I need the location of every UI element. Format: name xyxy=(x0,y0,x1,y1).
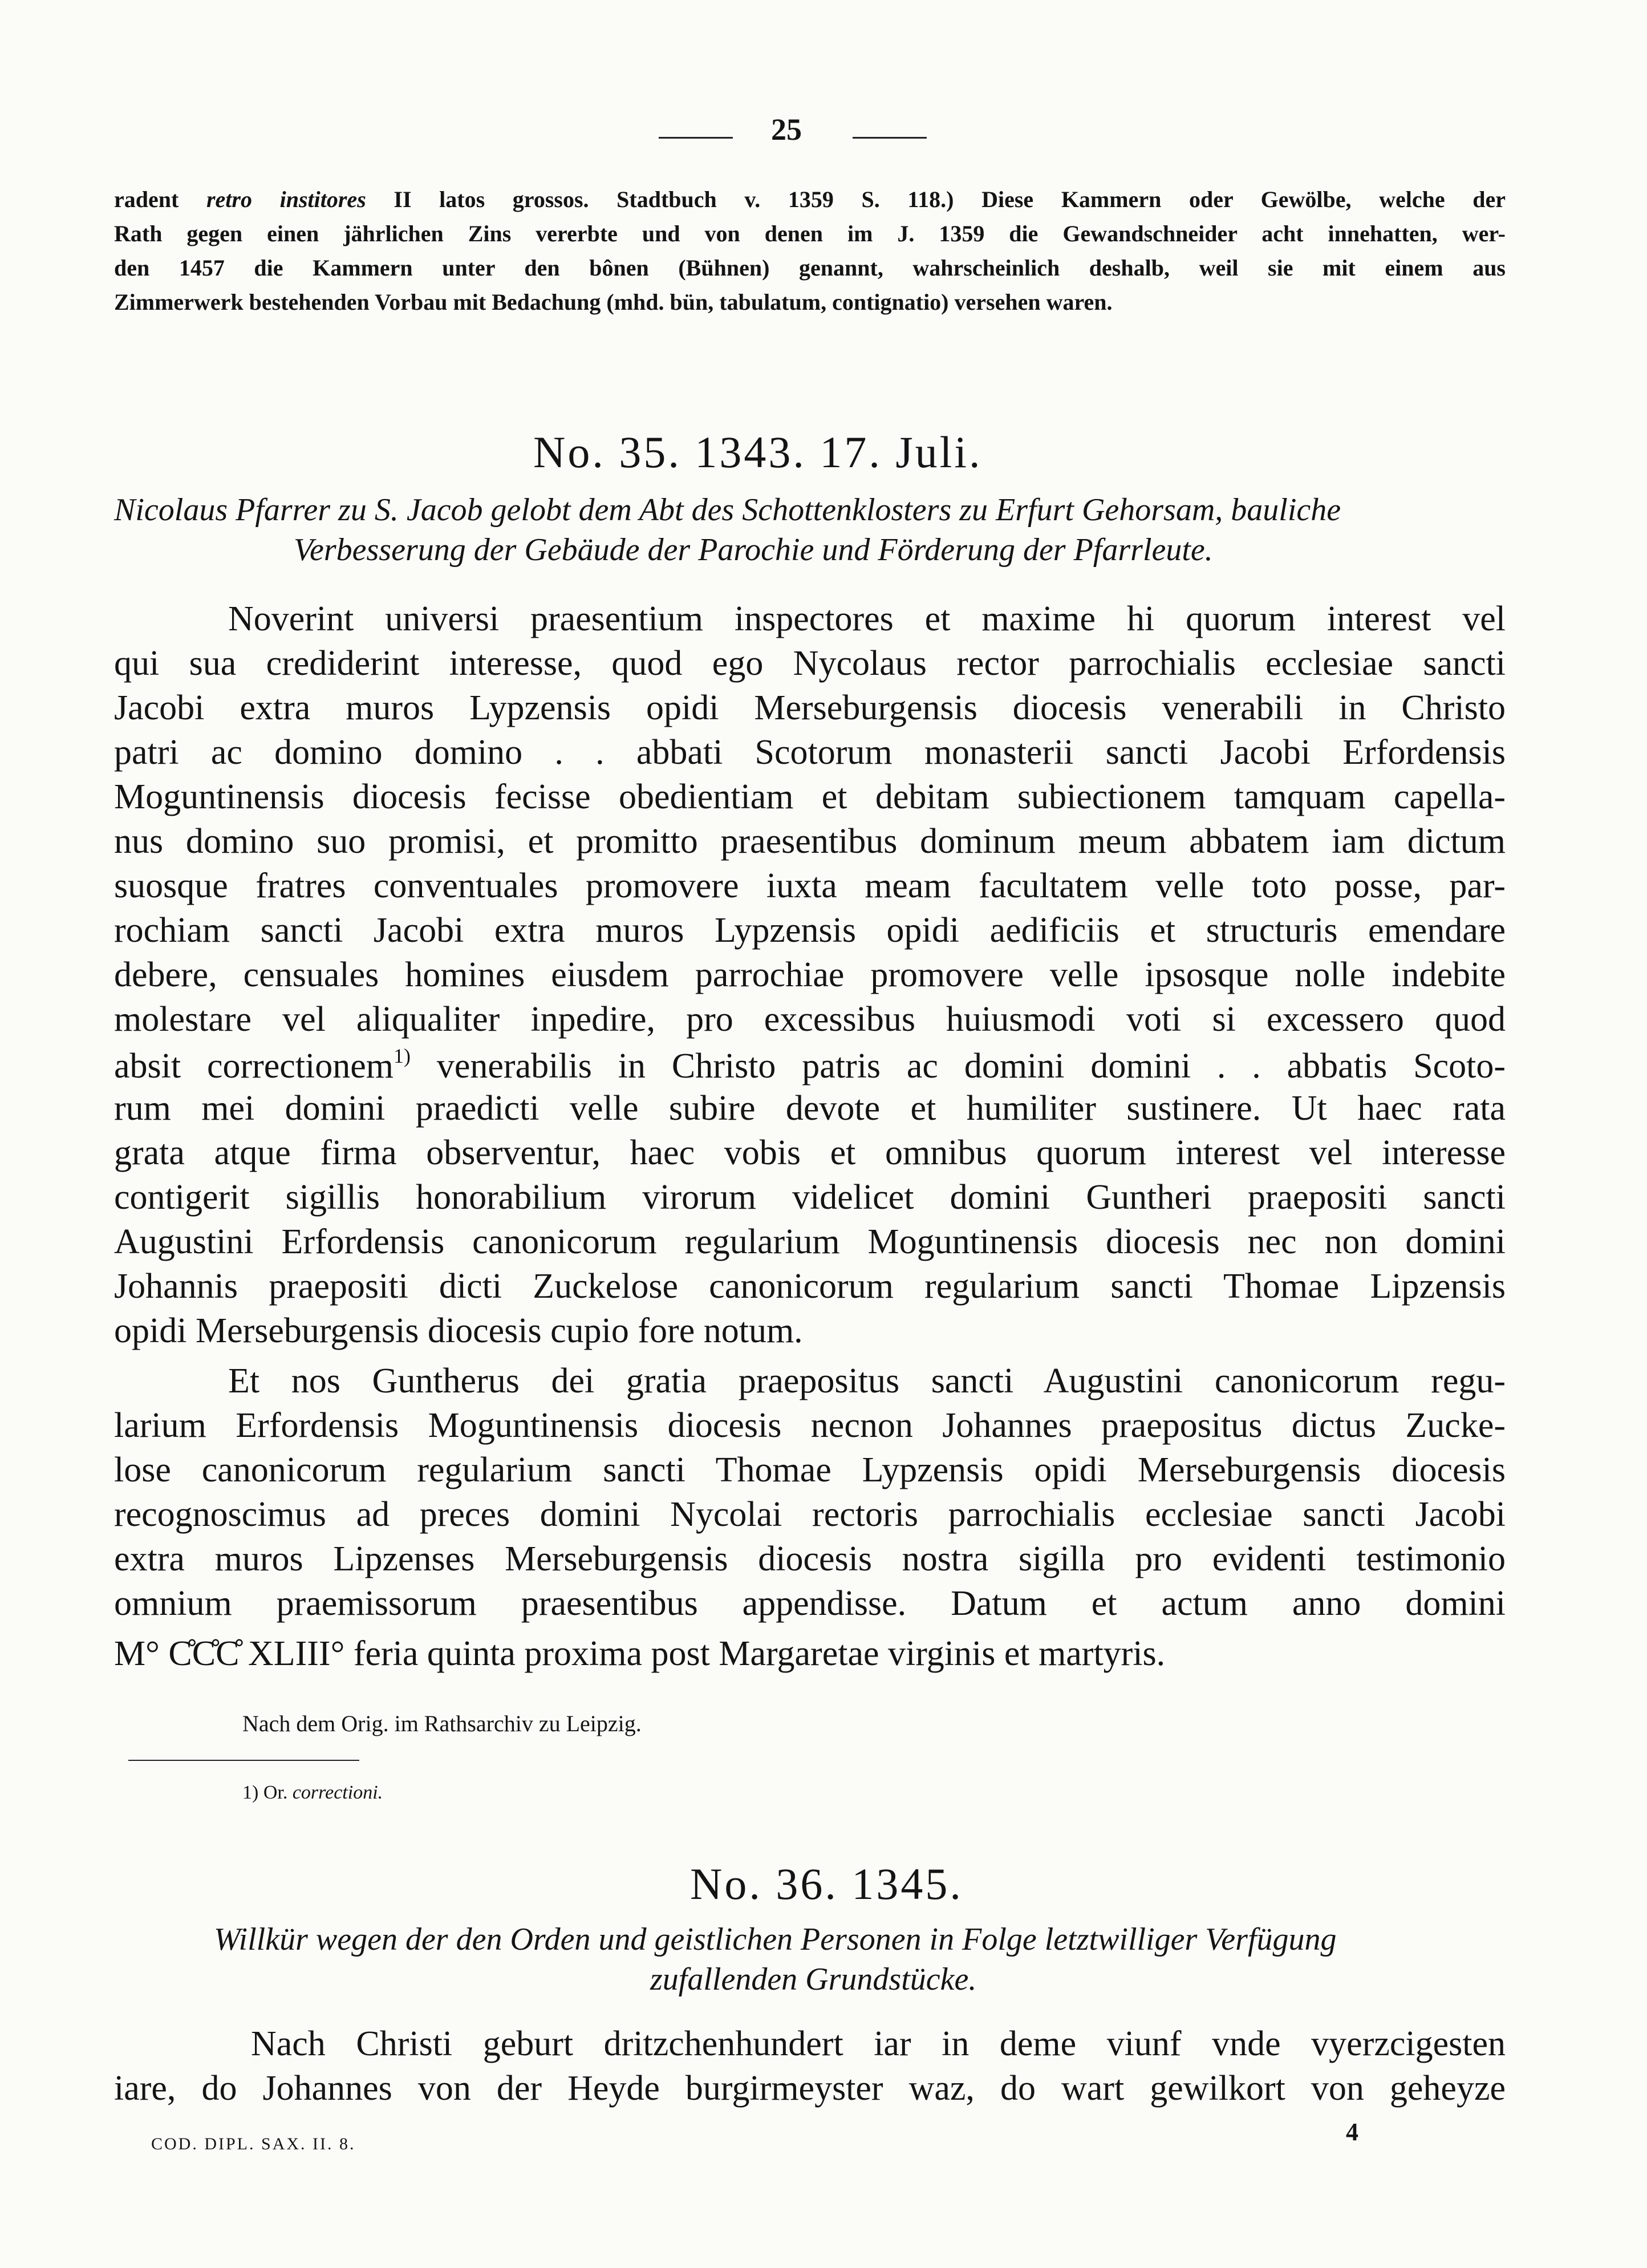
doc35-text-line-14: contigerit sigillis honorabilium virorum videlicet domini Guntheri praepositi sancti xyxy=(114,1178,1506,1217)
doc35-text-line-3: Jacobi extra muros Lypzensis opidi Merseburgensis diocesis venerabili in Christo xyxy=(114,688,1506,727)
doc35-text-line-11: absit correctionem$^{1)}$ venerabilis in Christo patris ac domini domini . . abbatis Scoto- xyxy=(114,1044,1506,1086)
doc35-text-line-8: rochiam sancti Jacobi extra muros Lypzensis opidi aedificiis et structuris emendare xyxy=(114,911,1506,950)
doc35-text-line-15: Augustini Erfordensis canonicorum regularium Moguntinensis diocesis nec non domini xyxy=(114,1222,1506,1261)
footnote-separator xyxy=(128,1760,359,1761)
doc35-p2-line-5: extra muros Lipzenses Merseburgensis diocesis nostra sigilla pro evidenti testimonio xyxy=(114,1540,1506,1578)
doc35-text-line-10: molestare vel aliqualiter inpedire, pro excessibus huiusmodi voti si excessero quod xyxy=(114,1000,1506,1039)
page-number-rule-right xyxy=(853,137,927,139)
doc35-text-line-12: rum mei domini praedicti velle subire devote et humiliter sustinere. Ut haec rata xyxy=(114,1089,1506,1128)
doc35-text-line-9: debere, censuales homines eiusdem parrochiae promovere velle ipsosque nolle indebite xyxy=(114,955,1506,994)
doc35-text-line-5: Moguntinensis diocesis fecisse obedientiam et debitam subiectionem tamquam capella- xyxy=(114,777,1506,816)
sheet-number: 4 xyxy=(1346,2118,1358,2146)
doc35-summary-line-2: Verbesserung der Gebäude der Parochie und Förderung der Pfarrleute. xyxy=(294,532,1213,568)
doc36-summary-line-2: zufallenden Grundstücke. xyxy=(650,1962,977,1997)
doc35-text-line-16: Johannis praepositi dicti Zuckelose canonicorum regularium sancti Thomae Lipzensis xyxy=(114,1267,1506,1306)
source-note: Nach dem Orig. im Rathsarchiv zu Leipzig. xyxy=(242,1711,642,1736)
doc35-text-line-6: nus domino suo promisi, et promitto praesentibus dominum meum abbatem iam dictum xyxy=(114,822,1506,861)
doc36-summary-line-1: Willkür wegen der den Orden und geistlichen Personen in Folge letztwilliger Verfügung xyxy=(214,1922,1337,1957)
doc35-summary-line-1: Nicolaus Pfarrer zu S. Jacob gelobt dem Abt des Schottenklosters zu Erfurt Gehorsam, bauliche xyxy=(114,492,1341,528)
footnote-reference: 1) xyxy=(394,1044,411,1067)
doc36-text-line-2: iare, do Johannes von der Heyde burgirmeyster waz, do wart gewilkort von geheyze xyxy=(114,2069,1506,2108)
page-number: 25 xyxy=(771,112,802,147)
doc35-date-line: M° C̊C̊C̊ XLIII° feria quinta proxima post Margaretae virginis et martyris. xyxy=(114,1634,1166,1673)
doc35-text-line-7: suosque fratres conventuales promovere iuxta meam facultatem velle toto posse, par- xyxy=(114,866,1506,905)
top-note-line-3: den 1457 die Kammern unter den bônen (Bühnen) genannt, wahrscheinlich deshalb, weil sie mit einem aus xyxy=(114,255,1506,281)
doc35-text-line-2: qui sua crediderint interesse, quod ego Nycolaus rector parrochialis ecclesiae sancti xyxy=(114,644,1506,683)
doc35-p2-line-1: Et nos Guntherus dei gratia praepositus sancti Augustini canonicorum regu- xyxy=(228,1362,1506,1400)
page-number-rule-left xyxy=(659,137,733,139)
doc35-text-line-17: opidi Merseburgensis diocesis cupio fore notum. xyxy=(114,1311,803,1350)
top-note-line-4: Zimmerwerk bestehenden Vorbau mit Bedachung (mhd. bün, tabulatum, contignatio) versehen waren. xyxy=(114,289,1113,315)
doc35-p2-line-4: recognoscimus ad preces domini Nycolai rectoris parrochialis ecclesiae sancti Jacobi xyxy=(114,1495,1506,1534)
top-note-line-2: Rath gegen einen jährlichen Zins vererbte und von denen im J. 1359 die Gewandschneider acht innehatten, wer- xyxy=(114,221,1506,246)
doc35-p2-line-2: larium Erfordensis Moguntinensis diocesis necnon Johannes praepositus dictus Zucke- xyxy=(114,1406,1506,1445)
doc36-text-line-1: Nach Christi geburt dritzchenhundert iar in deme viunf vnde vyerzcigesten xyxy=(251,2024,1506,2063)
top-note-line-1: radent retro institores II latos grossos. Stadtbuch v. 1359 S. 118.) Diese Kammern oder Gewölbe, welche der xyxy=(114,187,1506,212)
signature-mark: COD. DIPL. SAX. II. 8. xyxy=(151,2135,356,2153)
doc35-p2-line-6: omnium praemissorum praesentibus appendisse. Datum et actum anno domini xyxy=(114,1584,1506,1623)
doc35-heading: No. 35. 1343. 17. Juli. xyxy=(533,427,983,477)
doc35-p2-line-3: lose canonicorum regularium sancti Thomae Lypzensis opidi Merseburgensis diocesis xyxy=(114,1451,1506,1489)
doc35-text-line-4: patri ac domino domino . . abbati Scotorum monasterii sancti Jacobi Erfordensis xyxy=(114,733,1506,772)
doc35-text-line-13: grata atque firma observentur, haec vobis et omnibus quorum interest vel interesse xyxy=(114,1133,1506,1172)
footnote-1: 1) Or. correctioni. xyxy=(242,1782,383,1803)
doc35-text-line-1: Noverint universi praesentium inspectores et maxime hi quorum interest vel xyxy=(228,600,1506,638)
date-roman: M° C̊C̊C̊ XLIII° xyxy=(114,1634,345,1673)
doc36-heading: No. 36. 1345. xyxy=(690,1859,963,1909)
